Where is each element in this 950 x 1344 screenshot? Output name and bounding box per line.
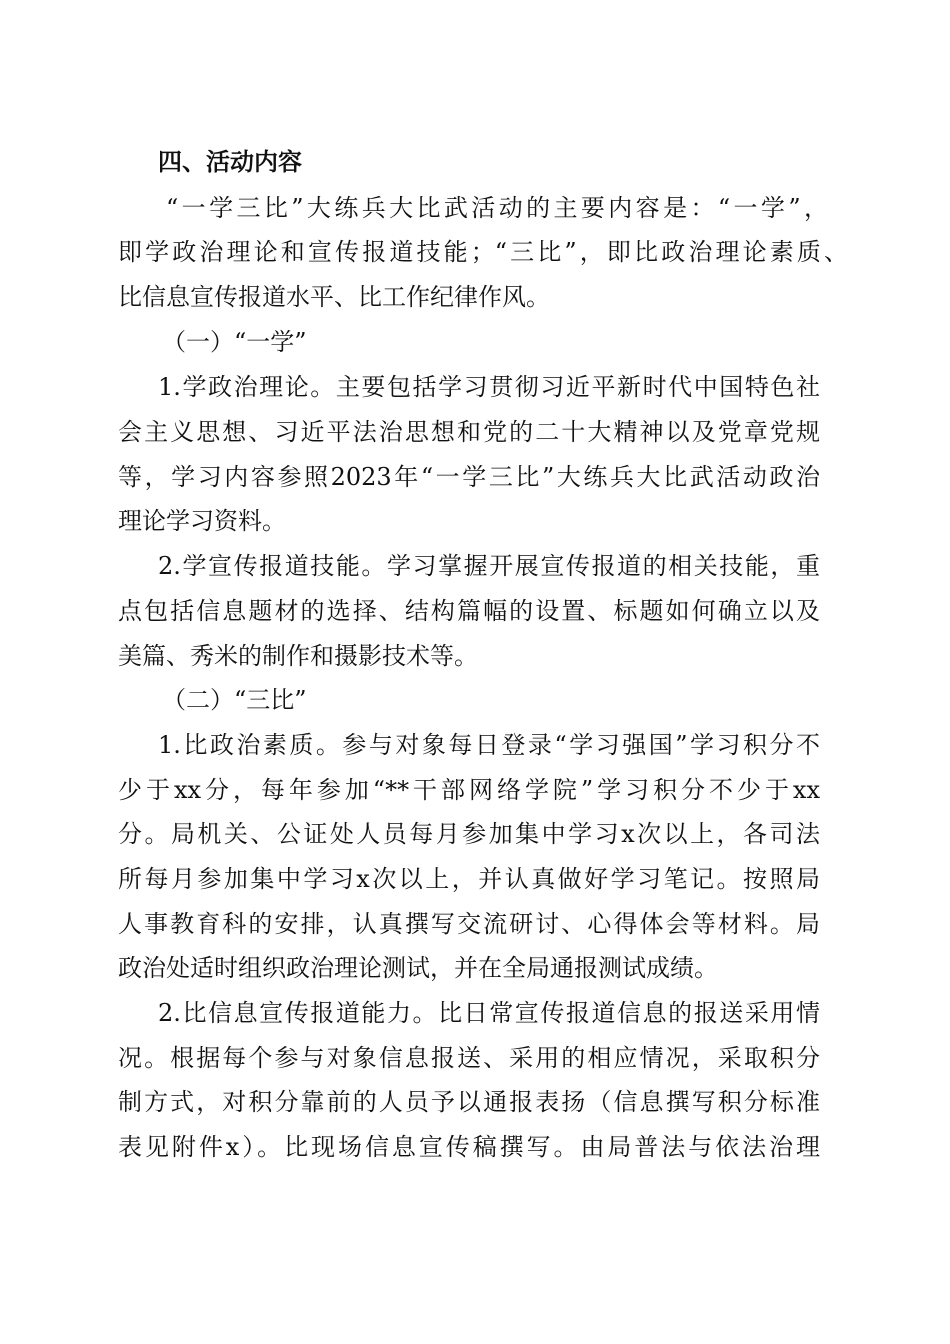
paragraph-line: 制方式，对积分靠前的人员予以通报表扬（信息撰写积分标准 — [118, 1088, 820, 1116]
paragraph-line: 即学政治理论和宣传报道技能；“三比”，即比政治理论素质、 — [118, 238, 848, 266]
paragraph-line: 少于xx分，每年参加“**干部网络学院”学习积分不少于xx — [118, 776, 820, 804]
section-heading: 四、活动内容 — [158, 147, 302, 176]
paragraph-line: 比信息宣传报道水平、比工作纪律作风。 — [118, 283, 550, 311]
paragraph-line: 表见附件x）。比现场信息宣传稿撰写。由局普法与依法治理 — [118, 1133, 820, 1161]
paragraph-line: 美篇、秀米的制作和摄影技术等。 — [118, 642, 478, 670]
paragraph-line: 1.比政治素质。参与对象每日登录“学习强国”学习积分不 — [158, 731, 820, 759]
paragraph-line: 况。根据每个参与对象信息报送、采用的相应情况，采取积分 — [118, 1044, 820, 1072]
paragraph-line: “一学三比”大练兵大比武活动的主要内容是：“一学”， — [166, 194, 828, 222]
paragraph-line: 等，学习内容参照2023年“一学三比”大练兵大比武活动政治 — [118, 463, 820, 491]
paragraph-line: 所每月参加集中学习x次以上，并认真做好学习笔记。按照局 — [118, 865, 820, 893]
subsection-heading: （二）“三比” — [162, 686, 307, 714]
paragraph-line: 会主义思想、习近平法治思想和党的二十大精神以及党章党规 — [118, 418, 820, 446]
paragraph-line: 理论学习资料。 — [118, 507, 286, 535]
paragraph-line: 2.学宣传报道技能。学习掌握开展宣传报道的相关技能，重 — [158, 552, 820, 580]
paragraph-line: 1.学政治理论。主要包括学习贯彻习近平新时代中国特色社 — [158, 373, 820, 401]
paragraph-line: 人事教育科的安排，认真撰写交流研讨、心得体会等材料。局 — [118, 910, 820, 938]
paragraph-line: 2.比信息宣传报道能力。比日常宣传报道信息的报送采用情 — [158, 999, 820, 1027]
subsection-heading: （一）“一学” — [162, 328, 307, 356]
paragraph-line: 分。局机关、公证处人员每月参加集中学习x次以上，各司法 — [118, 820, 820, 848]
paragraph-line: 政治处适时组织政治理论测试，并在全局通报测试成绩。 — [118, 954, 718, 982]
paragraph-line: 点包括信息题材的选择、结构篇幅的设置、标题如何确立以及 — [118, 597, 820, 625]
